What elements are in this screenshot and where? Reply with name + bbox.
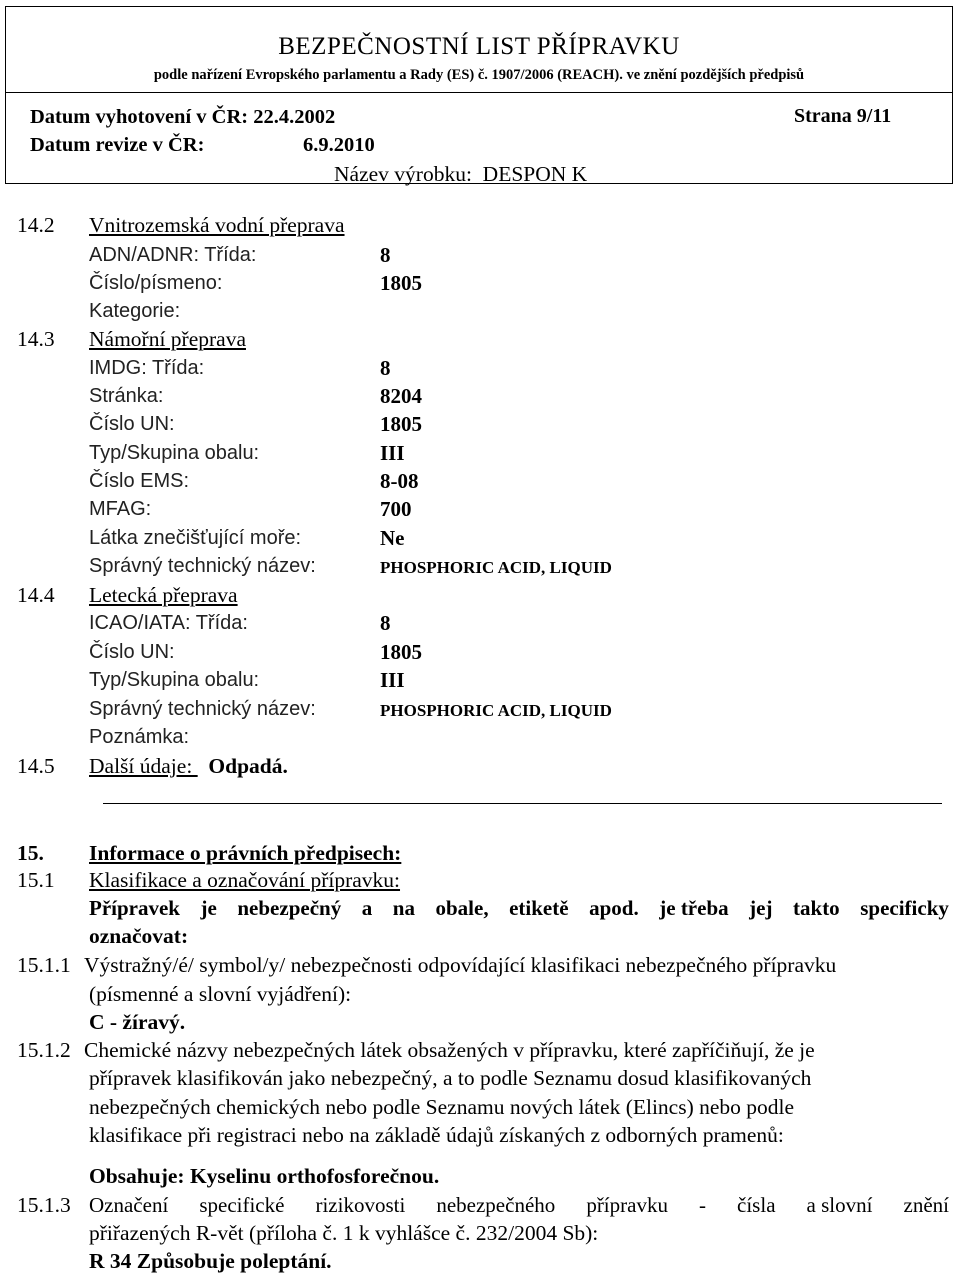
section-number: 14.2	[17, 213, 55, 237]
field-value: PHOSPHORIC ACID, LIQUID	[380, 558, 612, 577]
section-number: 14.4	[17, 583, 55, 607]
word: specificky	[860, 896, 949, 920]
field-label: Číslo EMS:	[89, 470, 190, 492]
field-value: Odpadá.	[208, 754, 288, 778]
word: nebezpečného	[436, 1193, 556, 1217]
word: čísla	[737, 1193, 776, 1217]
product-name	[334, 162, 587, 187]
field-label: Číslo UN:	[89, 413, 175, 435]
field-label: ICAO/IATA: Třída:	[89, 612, 248, 634]
word: na	[392, 896, 415, 920]
header-divider	[6, 92, 952, 93]
word: Přípravek	[89, 896, 180, 920]
justified-line	[89, 1195, 949, 1216]
contains-substance: Obsahuje: Kyselinu orthofosforečnou.	[89, 1164, 440, 1188]
field-value: III	[380, 668, 405, 692]
word: znění	[903, 1193, 949, 1217]
section-title-line	[89, 756, 288, 778]
field-label: MFAG:	[89, 498, 152, 520]
word: rizikovosti	[315, 1193, 406, 1217]
paragraph-line: nebezpečných chemických nebo podle Seznamu nových látek (Elincs) nebo podle	[89, 1095, 795, 1119]
word: nebezpečný	[237, 896, 342, 920]
word: obale,	[435, 896, 489, 920]
word: přípravku	[586, 1193, 668, 1217]
section-title: Informace o právních předpisech:	[89, 841, 402, 865]
word: -	[699, 1193, 706, 1217]
field-value: PHOSPHORIC ACID, LIQUID	[380, 701, 612, 720]
paragraph-line: Chemické názvy nebezpečných látek obsažených v přípravku, které zapříčiňují, že je	[84, 1038, 815, 1062]
field-label: Stránka:	[89, 385, 164, 407]
paragraph-line: klasifikace při registraci nebo na základě údajů získaných z odborných pramenů:	[89, 1123, 784, 1147]
field-value: III	[380, 441, 405, 465]
section-title: Vnitrozemská vodní přeprava	[89, 213, 345, 237]
document-title: BEZPEČNOSTNÍ LIST PŘÍPRAVKU	[278, 33, 680, 60]
field-value: 8204	[380, 384, 422, 408]
word: takto	[793, 896, 840, 920]
field-value: 700	[380, 497, 412, 521]
bold-text: označovat:	[89, 924, 189, 948]
created-date: Datum vyhotovení v ČR: 22.4.2002	[30, 106, 336, 128]
section-number: 15.	[17, 841, 44, 865]
field-label: Kategorie:	[89, 300, 181, 322]
field-label: Typ/Skupina obalu:	[89, 442, 260, 464]
justified-bold-line	[89, 898, 949, 919]
field-label: ADN/ADNR: Třída:	[89, 244, 257, 266]
word: je třeba	[659, 896, 729, 920]
word: a slovní	[806, 1193, 873, 1217]
word: etiketě	[509, 896, 569, 920]
section-number: 14.3	[17, 327, 55, 351]
field-label: IMDG: Třída:	[89, 357, 205, 379]
field-value: 8	[380, 243, 391, 267]
word: Označení	[89, 1193, 169, 1217]
field-value: 1805	[380, 640, 422, 664]
paragraph-line: přípravek klasifikován jako nebezpečný, a to podle Seznamu dosud klasifikovaných	[89, 1066, 812, 1090]
paragraph-line: Výstražný/é/ symbol/y/ nebezpečnosti odpovídající klasifikaci nebezpečného přípravku	[84, 953, 837, 977]
section-title: Další údaje:	[89, 754, 198, 778]
section-number: 15.1.1	[17, 953, 71, 977]
document-header	[5, 6, 953, 184]
section-title: Klasifikace a označování přípravku:	[89, 868, 401, 892]
field-value: 8	[380, 356, 391, 380]
document-subtitle: podle nařízení Evropského parlamentu a Rady (ES) č. 1907/2006 (REACH). ve znění pozdějších předpisů	[153, 67, 805, 83]
field-label: Číslo UN:	[89, 641, 175, 663]
field-label: Číslo/písmeno:	[89, 272, 223, 294]
section-number: 15.1.2	[17, 1038, 71, 1062]
field-label: Typ/Skupina obalu:	[89, 669, 260, 691]
product-value: DESPON K	[482, 162, 588, 186]
word: a	[361, 896, 373, 920]
field-value: 1805	[380, 271, 422, 295]
section-number: 15.1.3	[17, 1193, 71, 1217]
word: je	[200, 896, 217, 920]
hazard-symbol-value: C - žíravý.	[89, 1010, 186, 1034]
revised-date-label: Datum revize v ČR:	[30, 134, 205, 156]
page-number: Strana 9/11	[794, 105, 892, 127]
section-number: 14.5	[17, 754, 55, 778]
word: specifické	[199, 1193, 285, 1217]
field-label: Látka znečišťující moře:	[89, 527, 302, 549]
field-label: Správný technický název:	[89, 698, 316, 720]
section-number: 15.1	[17, 868, 55, 892]
risk-phrase: R 34 Způsobuje poleptání.	[89, 1249, 332, 1273]
paragraph-line: přiřazených R-vět (příloha č. 1 k vyhlášce č. 232/2004 Sb):	[89, 1221, 599, 1245]
section-title: Námořní přeprava	[89, 327, 246, 351]
section-separator	[103, 803, 942, 804]
field-value: 1805	[380, 412, 422, 436]
paragraph-line: (písmenné a slovní vyjádření):	[89, 982, 352, 1006]
section-title: Letecká přeprava	[89, 583, 238, 607]
field-value: Ne	[380, 526, 405, 550]
product-label: Název výrobku:	[334, 162, 472, 186]
word: jej	[749, 896, 773, 920]
word: apod.	[589, 896, 639, 920]
field-value: 8	[380, 611, 391, 635]
field-label: Správný technický název:	[89, 555, 316, 577]
field-value: 8-08	[380, 469, 419, 493]
field-label: Poznámka:	[89, 726, 190, 748]
revised-date-value: 6.9.2010	[303, 134, 375, 156]
